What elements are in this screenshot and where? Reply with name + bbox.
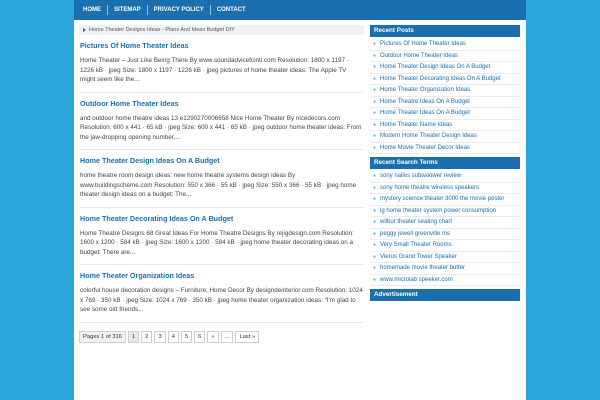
page-link[interactable]: 6 xyxy=(194,331,205,343)
sidebar xyxy=(370,25,520,301)
search-term-label: mystery science theater 3000 the movie poster xyxy=(380,196,505,203)
search-term-link[interactable] xyxy=(370,217,520,229)
breadcrumb-text[interactable]: Home Theater Designs Ideas - Plans And Ideas Budget DIY xyxy=(89,27,235,33)
bullet-icon: ● xyxy=(372,276,377,283)
pagination-info: Pages 1 of 316 xyxy=(79,331,126,343)
search-term-label: lg home theater system power consumption xyxy=(380,207,497,214)
recent-post-link[interactable] xyxy=(370,97,520,109)
page-container xyxy=(74,0,526,400)
post-title[interactable]: Home Theater Design Ideas On A Budget xyxy=(80,156,220,165)
bullet-icon: ● xyxy=(372,110,377,117)
recent-posts-title: Recent Posts xyxy=(370,25,520,37)
post-title[interactable]: Home Theater Decorating Ideas On A Budget xyxy=(80,213,234,223)
search-terms-title: Recent Search Terms xyxy=(370,157,520,169)
recent-post-label: Pictures Of Home Theater Ideas xyxy=(380,41,466,48)
post-item xyxy=(79,35,364,93)
recent-post-link[interactable] xyxy=(370,51,520,63)
nav-sitemap[interactable]: SITEMAP xyxy=(108,5,148,15)
recent-post-link[interactable] xyxy=(370,108,520,120)
search-term-link[interactable] xyxy=(370,194,520,206)
post-excerpt: Home Theater – Just Like Being There By www.soundadvicefcinti.com Resolution: 1800 x 1197 · 1226 kB · jpeg Size: 1800 x 1197 · 1226 kB · jpeg pictures of home theater ideas: The Apple TV might seem like the... xyxy=(80,56,363,93)
recent-post-label: Home Theater Decorating Ideas On A Budget xyxy=(380,75,501,82)
recent-post-label: Outdoor Home Theater Ideas xyxy=(380,52,458,59)
bullet-icon: ● xyxy=(372,75,377,82)
bullet-icon: ● xyxy=(372,52,377,59)
bullet-icon: ● xyxy=(372,265,377,272)
post-item xyxy=(79,150,364,208)
post-item xyxy=(79,93,364,151)
search-term-link[interactable] xyxy=(370,183,520,195)
bullet-icon: ● xyxy=(372,87,377,94)
post-item xyxy=(79,208,364,266)
recent-post-label: Home Theater Design Ideas On A Budget xyxy=(380,64,491,71)
recent-post-label: Home Theater Organization Ideas xyxy=(380,87,471,94)
post-excerpt: home theatre room design ideas: new home theatre systems design ideas By www.buildingscheme.com Resolution: 550 x 366 · 55 kB · jpeg Size: 550 x 366 · 55 kB · jpeg home theater design ideas on a budget: The... xyxy=(80,171,363,208)
bullet-icon: ● xyxy=(372,196,377,203)
top-navigation xyxy=(74,0,526,20)
recent-post-link[interactable] xyxy=(370,143,520,155)
search-term-label: peggy jewell greenville ms xyxy=(380,230,451,237)
bullet-icon: ● xyxy=(372,207,377,214)
recent-post-label: Home Theatre Ideas On A Budget xyxy=(380,98,470,105)
recent-post-link[interactable] xyxy=(370,39,520,51)
next-page-link[interactable]: » xyxy=(207,331,218,343)
recent-post-label: Home Movie Theater Decor Ideas xyxy=(380,144,470,151)
nav-contact[interactable]: CONTACT xyxy=(216,7,246,13)
bullet-icon: ● xyxy=(372,64,377,71)
recent-post-label: Home Theater Name Ideas xyxy=(380,121,453,128)
search-term-label: www.microlab speeker.com xyxy=(380,276,453,283)
post-excerpt: colorful house decoration designs – Furniture, Home Decor By designdeinterior.com Resolution: 1024 x 769 · 350 kB · jpeg Size: 1024 x 769 · 350 kB · jpeg home theater organization ideas: “I'm glad to see some old friends... xyxy=(80,286,363,323)
bullet-icon: ● xyxy=(372,41,377,48)
page-link[interactable]: 3 xyxy=(154,331,165,343)
search-term-link[interactable] xyxy=(370,240,520,252)
post-excerpt: Home Theatre Designs 68 Great Ideas For Home Theatre Designs By rejigdesign.com Resolution: 1600 x 1200 · 584 kB · jpeg Size: 1600 x 1200 · 584 kB · jpeg home theater decorating ideas on a budget: There are... xyxy=(80,229,363,266)
page-link[interactable]: 4 xyxy=(168,331,179,343)
search-term-label: Very Small Theater Rooms xyxy=(380,242,452,249)
search-term-link[interactable] xyxy=(370,229,520,241)
search-term-label: homemade movie theater butter xyxy=(380,265,466,272)
breadcrumb-arrow-icon xyxy=(83,28,86,32)
post-title[interactable]: Pictures Of Home Theater Ideas xyxy=(80,41,189,50)
recent-post-link[interactable] xyxy=(370,120,520,132)
bullet-icon: ● xyxy=(372,98,377,105)
search-term-link[interactable] xyxy=(370,171,520,183)
recent-posts-list xyxy=(370,37,520,157)
pagination-ellipsis: ... xyxy=(221,331,234,343)
page-link-current: 1 xyxy=(128,331,139,343)
search-term-label: wilbur theater seating chart xyxy=(380,219,453,226)
page-link[interactable]: 2 xyxy=(141,331,152,343)
bullet-icon: ● xyxy=(372,133,377,140)
search-term-link[interactable] xyxy=(370,275,520,287)
search-terms-list xyxy=(370,169,520,289)
search-term-label: sony home theatre wireless speakers xyxy=(380,184,480,191)
post-item xyxy=(79,265,364,323)
search-term-link[interactable] xyxy=(370,252,520,264)
bullet-icon: ● xyxy=(372,121,377,128)
bullet-icon: ● xyxy=(372,219,377,226)
page-link[interactable]: 5 xyxy=(181,331,192,343)
recent-post-label: Home Theater Ideas On A Budget xyxy=(380,110,470,117)
recent-post-link[interactable] xyxy=(370,131,520,143)
search-term-link[interactable] xyxy=(370,263,520,275)
pagination xyxy=(79,331,364,343)
recent-post-label: Modern Home Theater Design Ideas xyxy=(380,133,477,140)
post-title[interactable]: Outdoor Home Theater Ideas xyxy=(80,98,179,108)
search-term-label: Vierus Grand Tower Speaker xyxy=(380,253,457,260)
advertisement-title: Advertisement xyxy=(370,289,520,301)
bullet-icon: ● xyxy=(372,184,377,191)
recent-post-link[interactable] xyxy=(370,85,520,97)
recent-post-link[interactable] xyxy=(370,62,520,74)
search-term-link[interactable] xyxy=(370,206,520,218)
post-excerpt: and outdoor home theatre ideas 13 e1290270006658 Nice Home Theater By nicedecors.com Resolution: 600 x 441 · 65 kB · jpeg Size: 600 x 441 · 65 kB · jpeg outdoor home theater ideas: From the jaw-dropping opening number,... xyxy=(80,114,363,151)
nav-home[interactable]: HOME xyxy=(77,5,108,15)
last-page-link[interactable]: Last » xyxy=(235,331,259,343)
bullet-icon: ● xyxy=(372,144,377,151)
bullet-icon: ● xyxy=(372,242,377,249)
main-content xyxy=(79,25,364,343)
recent-post-link[interactable] xyxy=(370,74,520,86)
nav-privacy-policy[interactable]: PRIVACY POLICY xyxy=(148,5,211,15)
bullet-icon: ● xyxy=(372,253,377,260)
post-title[interactable]: Home Theater Organization Ideas xyxy=(80,271,195,280)
bullet-icon: ● xyxy=(372,173,377,180)
bullet-icon: ● xyxy=(372,230,377,237)
breadcrumb xyxy=(79,25,364,35)
search-term-label: sony nalles subwoower review xyxy=(380,173,462,180)
